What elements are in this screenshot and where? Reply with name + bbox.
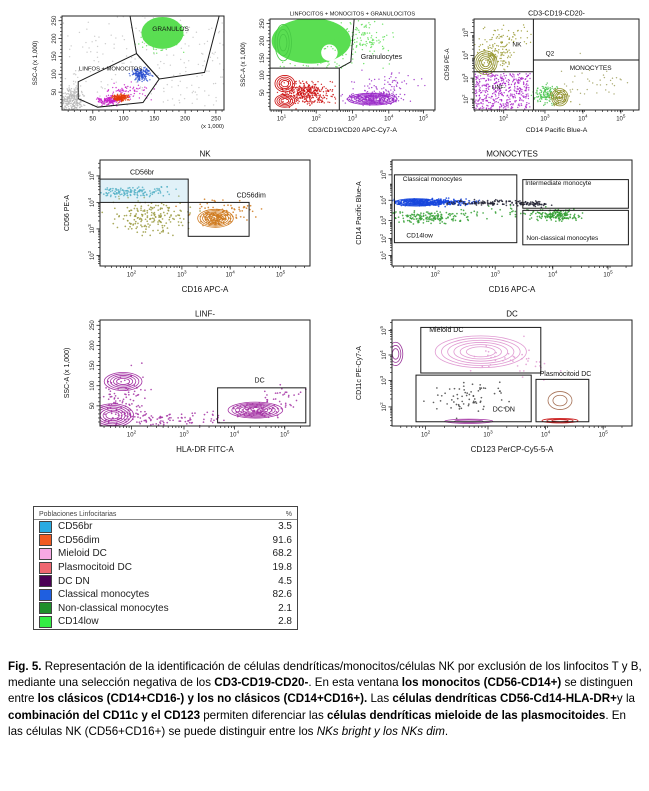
table-header-populations: Poblaciones Linfocitarias [39, 511, 117, 518]
plot-linf-neg [58, 306, 320, 466]
caption-segment: combinación del CD11c y el CD123 [8, 708, 201, 722]
svg-text:105: $10^5$ [379, 170, 388, 180]
gate-label: Granulocytes [360, 54, 402, 62]
plot-svg-dc [350, 306, 642, 466]
population-percent: 2.1 [278, 602, 292, 614]
svg-text:150: 150 [260, 53, 266, 64]
plot-svg-monocytes [350, 146, 642, 302]
svg-text:105: $10^5$ [275, 269, 286, 279]
population-percent: 19.8 [272, 562, 292, 574]
svg-text:104: $10^4$ [578, 113, 588, 123]
svg-text:103: $10^3$ [347, 113, 358, 123]
population-label: Classical monocytes [58, 589, 150, 601]
table-row [34, 547, 297, 561]
svg-text:104: $10^4$ [379, 195, 388, 205]
population-swatch [39, 616, 52, 628]
population-percent: 2.8 [278, 616, 292, 628]
x-axis-unit: (x 1,000) [201, 124, 224, 130]
svg-text:50: 50 [52, 88, 58, 96]
svg-text:105: $10^5$ [461, 28, 470, 38]
svg-text:105: $10^5$ [603, 269, 613, 279]
svg-text:105: $10^5$ [616, 113, 626, 123]
caption-segment: y la [616, 692, 635, 706]
population-percent: 68.2 [272, 548, 292, 560]
plot-cd3-cd19-cd20-neg [438, 6, 644, 138]
gate-label: CD14low [406, 232, 433, 240]
svg-text:50: 50 [89, 116, 97, 123]
caption-segment: CD3-CD19-CD20- [214, 676, 309, 690]
gate [100, 179, 188, 202]
y-axis-label: SSC-A (x 1,000) [240, 42, 247, 87]
plot-title: LINFOCITOS + MONOCITOS + GRANULOCITOS [289, 11, 416, 18]
caption-segment: . En esta ventana [308, 676, 402, 690]
svg-text:102: $10^2$ [430, 269, 440, 279]
y-axis-label: SSC-A (x 1,000) [32, 40, 39, 86]
population-swatch [39, 589, 52, 601]
gate-label: DC DN [492, 406, 515, 414]
population-table [33, 506, 298, 630]
svg-text:103: $10^3$ [461, 73, 470, 83]
gate-label: Intermediate monocyte [525, 179, 592, 187]
population-swatch [39, 602, 52, 614]
gate-label: CD56br [129, 169, 155, 177]
population-percent: 3.5 [278, 521, 292, 533]
x-axis-label: CD16 APC-A [181, 285, 229, 294]
plot-title: DC [506, 309, 518, 319]
gate-label: GRANULOS [152, 26, 189, 34]
plot-svg-fsc-ssc [26, 6, 232, 138]
plot-title: LINF- [195, 309, 215, 319]
population-label: CD56dim [58, 534, 100, 546]
svg-text:102: $10^2$ [126, 269, 137, 279]
svg-text:102: $10^2$ [499, 113, 509, 123]
y-axis-label: SSC-A (x 1,000) [64, 347, 71, 399]
caption-segment: células dendríticas CD56-Cd14-HLA-DR+ [392, 692, 617, 706]
caption-segment: células dendríticas mieloide de las plasmocitoides [326, 708, 606, 722]
table-row [34, 561, 297, 575]
gate-label: Mieloid DC [429, 327, 464, 335]
gate-label: CD56dim [236, 192, 266, 200]
population-swatch [39, 548, 52, 560]
caption-segment: los monocitos (CD56-CD14+) [401, 676, 562, 690]
population-label: CD56br [58, 521, 93, 533]
svg-text:200: 200 [260, 35, 266, 46]
caption-segment: Las [367, 692, 393, 706]
svg-text:102: $10^2$ [461, 94, 470, 104]
caption-segment: . En las células NK (CD56+CD16+) se puede distinguir entre los [8, 708, 626, 738]
svg-text:101: $10^1$ [276, 113, 287, 123]
plot-title: NK [199, 149, 211, 159]
svg-text:250: 250 [52, 15, 58, 26]
caption-segment: permiten diferenciar las [200, 708, 327, 722]
svg-text:100: 100 [260, 70, 266, 81]
svg-text:250: 250 [210, 116, 221, 123]
gate-label: LINFOS + MONOCITOS [79, 66, 143, 73]
plot-svg-cd3-cd19-cd20-neg [438, 6, 644, 138]
population-label: Non-classical monocytes [58, 602, 169, 614]
svg-text:102: $10^2$ [87, 250, 96, 261]
plot-monocytes [350, 146, 642, 302]
svg-text:103: $10^3$ [177, 269, 187, 279]
plot-linf-mono-gran [234, 6, 440, 138]
table-body [34, 520, 297, 629]
population-swatch [39, 521, 52, 533]
svg-text:103: $10^3$ [540, 113, 550, 123]
gate-label: LINF- [491, 85, 506, 92]
caption-segment: Representación de la identificación de células dendríticas/monocitos/células NK por exclusión de los linfocitos T y B, mediante una selección negativa de los [8, 660, 642, 690]
svg-text:104: $10^4$ [461, 50, 470, 61]
population-swatch [39, 575, 52, 587]
y-axis-label: CD56 PE-A [64, 194, 71, 232]
y-axis-label: CD11c PE-Cy7-A [356, 346, 363, 400]
svg-text:103: $10^3$ [379, 215, 388, 226]
table-row [34, 534, 297, 548]
svg-text:104: $10^4$ [225, 269, 235, 279]
svg-text:105: $10^5$ [87, 171, 96, 181]
figure-caption [8, 659, 643, 740]
x-axis-label: CD3/CD19/CD20 APC-Cy7-A [308, 127, 397, 134]
x-axis-label: CD14 Pacific Blue-A [525, 127, 588, 134]
caption-segment: NKs bright y los NKs dim [316, 724, 445, 738]
table-row [34, 588, 297, 602]
plot-nk [58, 146, 320, 302]
table-header [34, 507, 297, 520]
population-label: DC DN [58, 575, 90, 587]
svg-text:200: 200 [180, 116, 191, 123]
gate-label: MONOCYTES [569, 64, 612, 72]
population-percent: 4.5 [278, 575, 292, 587]
y-axis-label: CD14 Pacific Blue-A [356, 181, 363, 245]
caption-segment: . [444, 724, 449, 738]
svg-text:250: 250 [260, 18, 266, 29]
x-axis-label: CD123 PerCP-Cy5-5-A [470, 445, 554, 454]
table-row [34, 574, 297, 588]
x-axis-label: CD16 APC-A [488, 285, 536, 294]
gate-label: DC [254, 377, 265, 385]
plot-svg-nk [58, 146, 320, 302]
svg-text:200: 200 [52, 33, 58, 44]
population-label: Mieloid DC [58, 548, 107, 560]
svg-text:103: $10^3$ [87, 224, 96, 234]
svg-text:102: $10^2$ [379, 233, 388, 244]
caption-segment: se distinguen entre [8, 676, 633, 706]
caption-segment: los clásicos (CD14+CD16-) y los no clásicos (CD14+CD16+). [37, 692, 368, 706]
y-axis-label: CD56 PE-A [444, 48, 451, 81]
plot-dc [350, 306, 642, 466]
population-percent: 82.6 [272, 589, 292, 601]
x-axis-label: HLA-DR FITC-A [176, 445, 234, 454]
table-header-percent: % [285, 511, 292, 518]
plot-svg-linf-neg [58, 306, 320, 466]
plot-title: MONOCYTES [486, 149, 538, 159]
svg-text:150: 150 [149, 116, 160, 123]
svg-text:104: $10^4$ [87, 197, 96, 208]
svg-text:150: 150 [52, 51, 58, 62]
table-row [34, 615, 297, 629]
gate-label: Classical monocytes [402, 176, 463, 184]
gate-label: NK [512, 41, 522, 49]
table-row [34, 602, 297, 616]
plot-fsc-ssc [26, 6, 232, 138]
svg-text:102: $10^2$ [311, 113, 321, 123]
table-row [34, 520, 297, 534]
gate-label: Q2 [545, 50, 555, 58]
svg-text:100: 100 [118, 116, 129, 123]
caption-segment: Fig. 5. [8, 660, 42, 673]
svg-text:104: $10^4$ [548, 269, 558, 279]
plot-svg-linf-mono-gran [234, 6, 440, 138]
population-swatch [39, 562, 52, 574]
population-swatch [39, 534, 52, 546]
svg-text:104: $10^4$ [384, 113, 394, 123]
gate-label: Plasmocitoid DC [539, 371, 592, 379]
population-label: CD14low [58, 616, 99, 628]
population-percent: 91.6 [272, 534, 292, 546]
svg-text:101: $10^1$ [379, 250, 388, 261]
population-label: Plasmocitoid DC [58, 562, 132, 574]
svg-text:103: $10^3$ [490, 269, 500, 279]
svg-text:100: 100 [52, 69, 58, 80]
svg-text:50: 50 [260, 89, 266, 97]
svg-text:105: $10^5$ [418, 113, 429, 123]
gate-label: Non-classical monocytes [526, 235, 599, 243]
plot-title: CD3-CD19-CD20- [528, 10, 585, 18]
